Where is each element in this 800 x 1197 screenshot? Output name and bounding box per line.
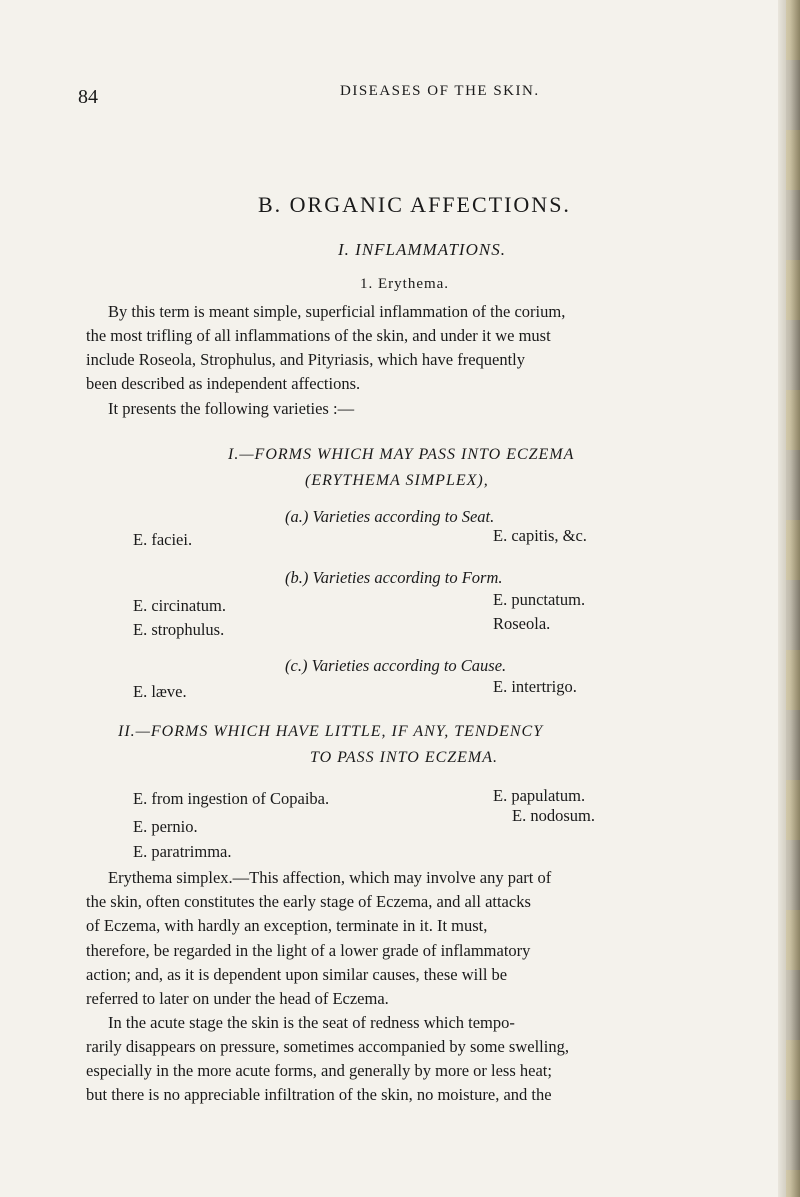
forms-2-right-item: E. nodosum. bbox=[512, 806, 595, 825]
forms-2-left-item: E. paratrimma. bbox=[133, 842, 232, 861]
body-line: Erythema simplex.—This affection, which may involve any part of bbox=[108, 868, 552, 887]
body-line: therefore, be regarded in the light of a lower grade of inflammatory bbox=[86, 941, 531, 960]
group-b-right-item: Roseola. bbox=[493, 614, 551, 633]
body-line: the skin, often constitutes the early stage of Eczema, and all attacks bbox=[86, 892, 531, 911]
forms-2-left-item: E. pernio. bbox=[133, 817, 198, 836]
intro-line: been described as independent affections. bbox=[86, 374, 361, 393]
body-line: but there is no appreciable infiltration of the skin, no moisture, and the bbox=[86, 1085, 552, 1104]
group-c-left-item: E. læve. bbox=[133, 682, 187, 701]
forms-1-subtitle: (ERYTHEMA SIMPLEX), bbox=[305, 472, 489, 489]
forms-2-left-item: E. from ingestion of Copaiba. bbox=[133, 789, 330, 808]
group-a-left-item: E. faciei. bbox=[133, 530, 193, 549]
page-number: 84 bbox=[78, 86, 98, 108]
body-line: action; and, as it is dependent upon similar causes, these will be bbox=[86, 965, 508, 984]
forms-2-title: II.—FORMS WHICH HAVE LITTLE, IF ANY, TENDENCY bbox=[118, 723, 544, 740]
forms-1-title: I.—FORMS WHICH MAY PASS INTO ECZEMA bbox=[228, 446, 575, 463]
section-heading: 1. Erythema. bbox=[360, 276, 450, 292]
body-line: In the acute stage the skin is the seat of redness which tempo- bbox=[108, 1013, 515, 1032]
intro-line: By this term is meant simple, superficial inflammation of the corium, bbox=[108, 302, 566, 321]
group-b-left-item: E. strophulus. bbox=[133, 620, 225, 639]
intro-line: the most trifling of all inflammations of the skin, and under it we must bbox=[86, 326, 551, 345]
group-b-right-item: E. punctatum. bbox=[493, 590, 586, 609]
group-b-left-item: E. circinatum. bbox=[133, 596, 227, 615]
group-c-heading: (c.) Varieties according to Cause. bbox=[285, 656, 507, 675]
group-b-heading: (b.) Varieties according to Form. bbox=[285, 568, 503, 587]
intro-line: include Roseola, Strophulus, and Pityriasis, which have frequently bbox=[86, 350, 526, 369]
body-line: of Eczema, with hardly an exception, terminate in it. It must, bbox=[86, 916, 488, 935]
body-line: rarily disappears on pressure, sometimes accompanied by some swelling, bbox=[86, 1037, 569, 1056]
body-line: especially in the more acute forms, and generally by more or less heat; bbox=[86, 1061, 552, 1080]
forms-2-right-item: E. papulatum. bbox=[493, 786, 586, 805]
binding-stains bbox=[786, 0, 800, 1197]
section-subtitle: I. INFLAMMATIONS. bbox=[338, 240, 506, 259]
group-c-right-item: E. intertrigo. bbox=[493, 677, 577, 696]
group-a-right-item: E. capitis, &c. bbox=[493, 526, 587, 545]
section-title: B. ORGANIC AFFECTIONS. bbox=[258, 192, 571, 217]
group-a-heading: (a.) Varieties according to Seat. bbox=[285, 507, 495, 526]
body-line: referred to later on under the head of Eczema. bbox=[86, 989, 389, 1008]
intro-line: It presents the following varieties :— bbox=[108, 399, 355, 418]
forms-2-subtitle: TO PASS INTO ECZEMA. bbox=[310, 749, 499, 766]
running-title: DISEASES OF THE SKIN. bbox=[340, 83, 540, 99]
